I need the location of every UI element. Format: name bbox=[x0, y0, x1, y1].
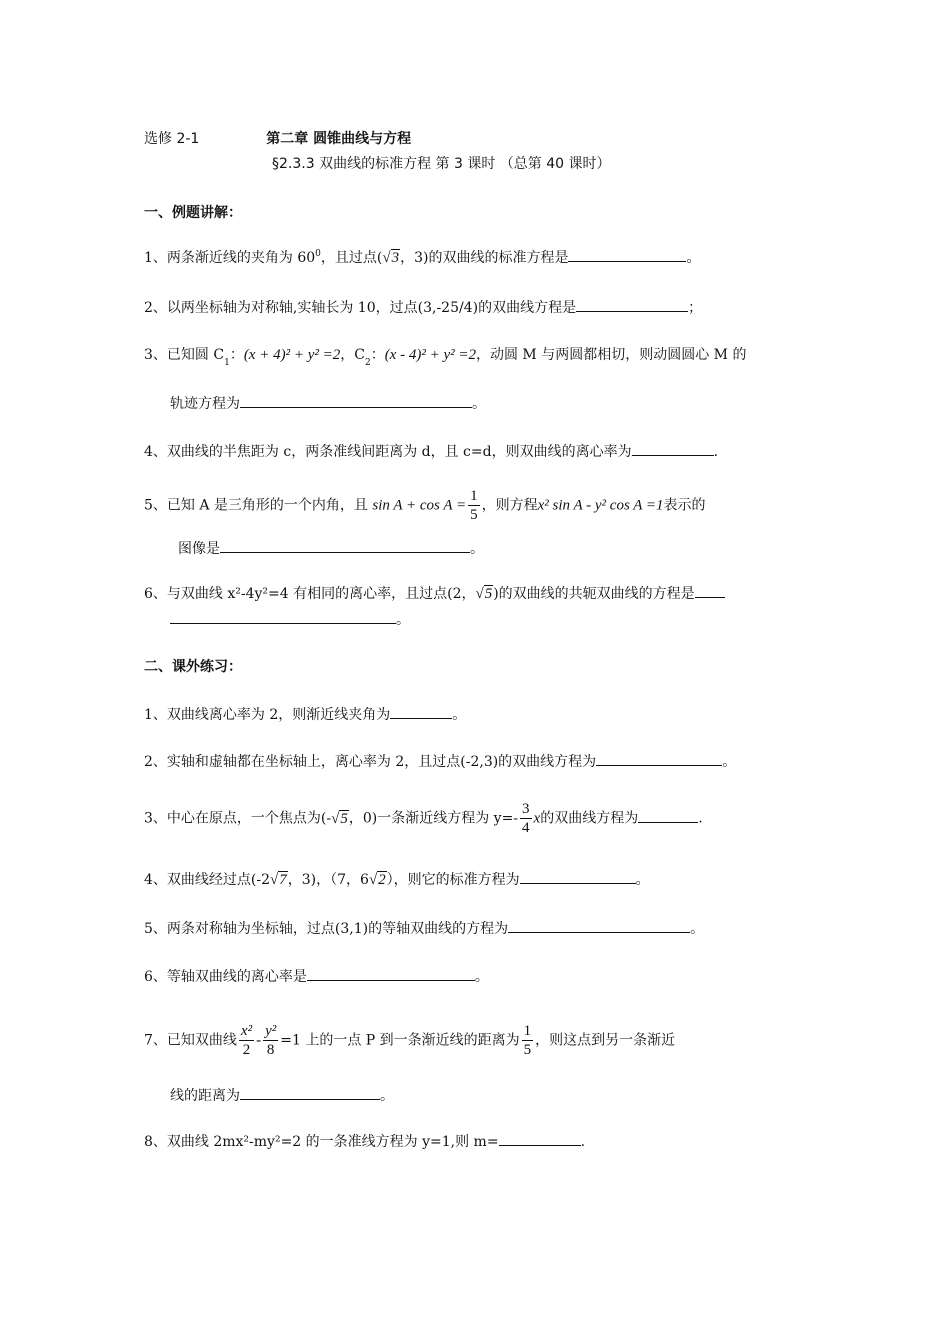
sqrt-2: √2 bbox=[368, 872, 386, 888]
fraction: $\frac{\text{x²}}{2}$ bbox=[240, 1023, 253, 1058]
example-5-cont: 图像是 。 bbox=[178, 541, 484, 557]
exercise-2: 2、实轴和虚轴都在坐标轴上，离心率为 2，且过点(-2,3)的双曲线方程为 。 bbox=[144, 754, 737, 770]
exercise-6: 6、等轴双曲线的离心率是 。 bbox=[144, 969, 489, 985]
header-line bbox=[144, 128, 411, 148]
answer-blank[interactable] bbox=[240, 395, 472, 408]
answer-blank[interactable] bbox=[390, 706, 452, 719]
example-5: 5、已知 A 是三角形的一个内角，且 sin A + cos A = $\frac{1}{5}$ ，则方程x² sin A - y² cos A =1表示的 bbox=[144, 488, 706, 523]
circle2-equation: (x - 4)² + y² =2 bbox=[384, 347, 476, 363]
example-6-cont: 。 bbox=[170, 609, 410, 629]
answer-blank[interactable] bbox=[632, 443, 714, 456]
answer-blank[interactable] bbox=[596, 753, 722, 766]
sqrt-5: √5 bbox=[475, 586, 493, 602]
answer-blank[interactable] bbox=[240, 1087, 380, 1100]
sqrt-5: √5 bbox=[331, 810, 348, 827]
section2-heading: 二、课外练习： bbox=[144, 659, 242, 675]
exercise-7: 7、已知双曲线 $\frac{\text{x²}}{2}$ - $\frac{\text{y²}}{8}$ =1 上的一点 P 到一条渐近线的距离为 $\frac{1}{5}$ ，则这点到另一条渐近 bbox=[144, 1023, 676, 1058]
chapter-title: 第二章 圆锥曲线与方程 bbox=[266, 131, 412, 147]
answer-blank[interactable] bbox=[170, 611, 396, 624]
trig-sum: sin A + cos A = bbox=[372, 497, 467, 514]
example-3-cont: 轨迹方程为 。 bbox=[170, 396, 486, 412]
sqrt-3: √3 bbox=[382, 250, 400, 266]
fraction: $\frac{3}{4}$ bbox=[522, 801, 530, 836]
circle1-equation: (x + 4)² + y² =2 bbox=[243, 347, 341, 363]
answer-blank[interactable] bbox=[638, 810, 698, 823]
exercise-7-cont: 线的距离为 。 bbox=[170, 1088, 394, 1104]
exercise-1: 1、双曲线离心率为 2，则渐近线夹角为 。 bbox=[144, 707, 467, 723]
exercise-5: 5、两条对称轴为坐标轴，过点(3,1)的等轴双曲线的方程为 。 bbox=[144, 921, 705, 937]
exercise-4: 4、双曲线经过点(-2√7，3)，（7，6√2），则它的标准方程为 。 bbox=[144, 872, 650, 888]
answer-blank[interactable] bbox=[499, 1133, 581, 1146]
answer-blank[interactable] bbox=[568, 249, 686, 262]
fraction: $\frac{1}{5}$ bbox=[523, 1023, 532, 1058]
curve-equation: x² sin A - y² cos A =1 bbox=[537, 497, 664, 514]
example-6: 6、与双曲线 x²-4y²=4 有相同的离心率，且过点(2，√5)的双曲线的共轭双曲线的方程是 bbox=[144, 583, 725, 603]
sqrt-7: √7 bbox=[270, 872, 287, 888]
section1-heading: 一、例题讲解： bbox=[144, 205, 242, 221]
answer-blank[interactable] bbox=[576, 299, 688, 312]
answer-blank[interactable] bbox=[520, 871, 636, 884]
course-label: 选修 2-1 bbox=[144, 131, 200, 147]
answer-blank[interactable] bbox=[508, 920, 690, 933]
exercise-3: 3、中心在原点，一个焦点为(-√5，0)一条渐近线方程为 y=- $\frac{3}{4}$ x的双曲线方程为 . bbox=[144, 801, 703, 836]
fraction: $\frac{\text{y²}}{8}$ bbox=[265, 1023, 277, 1058]
fraction: $\frac{1}{5}$ bbox=[470, 488, 478, 523]
answer-blank[interactable] bbox=[220, 540, 470, 553]
exercise-8: 8、双曲线 2mx²-my²=2 的一条准线方程为 y=1,则 m= . bbox=[144, 1134, 586, 1150]
example-4: 4、双曲线的半焦距为 c，两条准线间距离为 d，且 c=d，则双曲线的离心率为 . bbox=[144, 444, 719, 460]
answer-blank[interactable] bbox=[695, 585, 725, 598]
answer-blank[interactable] bbox=[307, 968, 475, 981]
example-1: 1、两条渐近线的夹角为 $60^0$，且过点(√3，3)的双曲线的标准方程是 。 bbox=[144, 249, 701, 266]
example-2: 2、以两坐标轴为对称轴,实轴长为 10，过点(3,-25/4)的双曲线方程是 ； bbox=[144, 300, 703, 316]
section-title: §2.3.3 双曲线的标准方程 第 3 课时 （总第 40 课时） bbox=[272, 156, 611, 172]
example-3: 3、已知圆 $C_1$：(x + 4)² + y² =2，$C_2$：(x - 4)² + y² =2，动圆 M 与两圆都相切，则动圆圆心 M 的 bbox=[144, 347, 747, 368]
